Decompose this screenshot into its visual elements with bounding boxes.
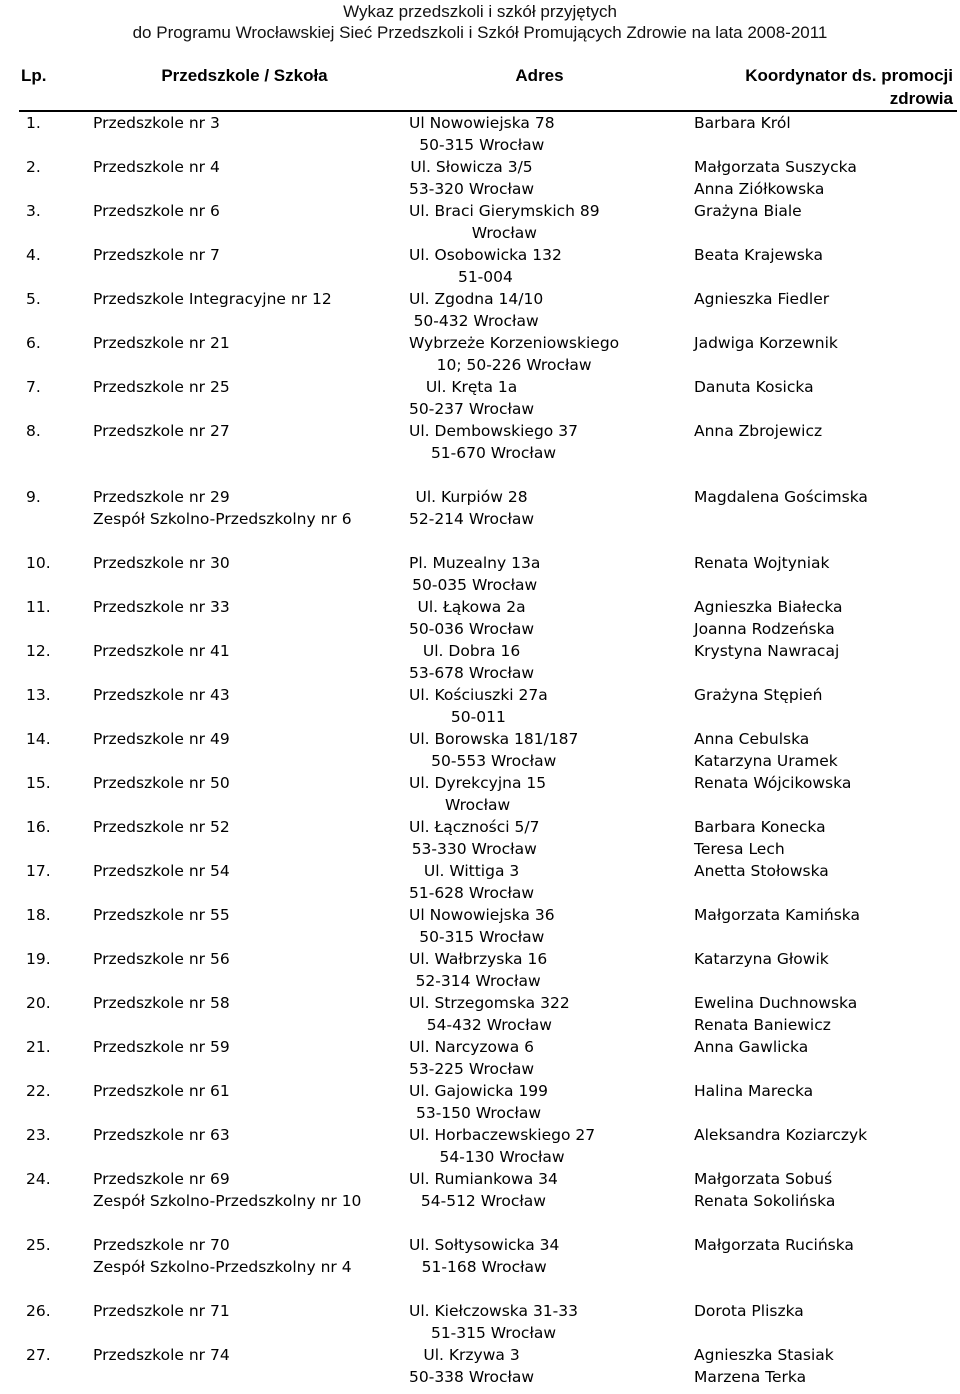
coordinator-cell [683, 992, 957, 1036]
table-row [19, 904, 957, 948]
table-row [19, 860, 957, 904]
coordinator-cell [683, 486, 957, 552]
address-street: Ul. Łączności 5/7 [409, 818, 540, 836]
coordinator-name: Dorota Pliszka [694, 1302, 804, 1320]
address-city: 50-237 Wrocław [409, 400, 535, 418]
coordinator-cell [683, 1080, 957, 1124]
document-title-line-2: do Programu Wrocławskiej Sieć Przedszkoli i Szkół Promujących Zdrowie na lata 2008-2011 [132, 23, 828, 42]
school-name-cell [93, 1080, 396, 1124]
school-name-cell [93, 156, 396, 200]
table-row [19, 420, 957, 464]
coordinator-name: Grażyna Biale [694, 202, 802, 220]
table-row [19, 486, 957, 552]
row-number: 9. [26, 488, 41, 506]
address-cell [396, 684, 683, 728]
address-street: Ul. Osobowicka 132 [409, 246, 562, 264]
address-street: Ul. Krzywa 3 [423, 1346, 520, 1364]
row-number: 19. [26, 950, 51, 968]
row-number: 16. [26, 818, 51, 836]
coordinator-cell [683, 640, 957, 684]
address-cell [396, 728, 683, 772]
address-city: 53-678 Wrocław [409, 664, 535, 682]
address-street: Ul. Dobra 16 [422, 642, 521, 660]
table-body [19, 111, 957, 1388]
coordinator-cell [683, 772, 957, 816]
address-cell [396, 772, 683, 816]
coordinator-cell [683, 1234, 957, 1300]
school-name-cell [93, 860, 396, 904]
coordinator-name: Anna Zbrojewicz [694, 422, 823, 440]
row-number: 10. [26, 554, 51, 572]
column-header-coordinator-line-1: Koordynator ds. promocji [745, 66, 953, 85]
school-name-cell [93, 904, 396, 948]
address-street: Ul. Słowicza 3/5 [410, 158, 533, 176]
address-city: 53-320 Wrocław [409, 180, 535, 198]
school-name: Przedszkole nr 70 [93, 1236, 230, 1254]
row-number: 12. [26, 642, 51, 660]
address-cell [396, 1080, 683, 1124]
school-name-cell [93, 1234, 396, 1300]
address-street: Ul Nowowiejska 78 [409, 114, 555, 132]
school-name-cell [93, 992, 396, 1036]
address-city: 53-225 Wrocław [409, 1060, 535, 1078]
school-name: Przedszkole nr 74 [93, 1346, 230, 1364]
coordinator-cell [683, 904, 957, 948]
address-street: Ul. Zgodna 14/10 [409, 290, 544, 308]
coordinator-name-second: Marzena Terka [694, 1368, 807, 1386]
address-city: 50-035 Wrocław [412, 576, 538, 594]
school-name: Przedszkole nr 61 [93, 1082, 230, 1100]
address-city: 50-011 [450, 708, 506, 726]
table-row [19, 156, 957, 200]
table-header-row [19, 64, 957, 111]
address-city: 10; 50-226 Wrocław [436, 356, 592, 374]
coordinator-name: Barbara Król [694, 114, 791, 132]
coordinator-name: Jadwiga Korzewnik [694, 334, 838, 352]
coordinator-cell [683, 376, 957, 420]
coordinator-name-second: Renata Sokolińska [694, 1192, 836, 1210]
school-name-cell [93, 816, 396, 860]
address-street: Ul. Kręta 1a [425, 378, 518, 396]
school-name: Przedszkole nr 54 [93, 862, 230, 880]
coordinator-name: Grażyna Stępień [694, 686, 823, 704]
table-row [19, 1080, 957, 1124]
address-city: 52-214 Wrocław [409, 510, 535, 528]
address-city: 51-628 Wrocław [409, 884, 535, 902]
school-name-cell [93, 1300, 396, 1344]
school-name-cell [93, 1124, 396, 1168]
coordinator-name: Ewelina Duchnowska [694, 994, 858, 1012]
table-row [19, 244, 957, 288]
row-number: 8. [26, 422, 41, 440]
coordinator-cell [683, 244, 957, 288]
address-street: Ul. Dyrekcyjna 15 [409, 774, 547, 792]
coordinator-name-second: Anna Ziółkowska [694, 180, 825, 198]
address-street: Ul. Sołtysowicka 34 [409, 1236, 560, 1254]
address-street: Ul. Wittiga 3 [423, 862, 520, 880]
address-cell [396, 1124, 683, 1168]
school-name-cell [93, 420, 396, 464]
schools-table [19, 64, 957, 1388]
address-cell [396, 156, 683, 200]
coordinator-name: Małgorzata Kamińska [694, 906, 861, 924]
school-name: Przedszkole nr 63 [93, 1126, 230, 1144]
address-cell [396, 376, 683, 420]
school-name-cell [93, 772, 396, 816]
coordinator-cell [683, 728, 957, 772]
school-name-cell [93, 486, 396, 552]
school-name: Przedszkole nr 43 [93, 686, 230, 704]
row-number: 22. [26, 1082, 51, 1100]
address-city: Wrocław [444, 796, 511, 814]
coordinator-cell [683, 1168, 957, 1234]
coordinator-name: Małgorzata Suszycka [694, 158, 857, 176]
table-row [19, 816, 957, 860]
school-name-cell [93, 728, 396, 772]
school-name: Przedszkole nr 30 [93, 554, 230, 572]
school-name: Przedszkole nr 7 [93, 246, 220, 264]
row-number: 5. [26, 290, 41, 308]
address-city: 50-338 Wrocław [409, 1368, 535, 1386]
table-row [19, 200, 957, 244]
address-street: Ul. Gajowicka 199 [409, 1082, 549, 1100]
coordinator-name-second: Renata Baniewicz [694, 1016, 831, 1034]
coordinator-name: Anna Cebulska [694, 730, 810, 748]
column-header-address: Adres [396, 64, 683, 111]
address-city: 54-432 Wrocław [426, 1016, 552, 1034]
table-row [19, 728, 957, 772]
address-street: Ul. Braci Gierymskich 89 [409, 202, 600, 220]
column-header-coordinator-line-2: zdrowia [889, 89, 953, 108]
address-cell [396, 552, 683, 596]
coordinator-name: Halina Marecka [694, 1082, 814, 1100]
table-row [19, 640, 957, 684]
column-header-lp: Lp. [19, 64, 93, 111]
address-city: 54-512 Wrocław [420, 1192, 546, 1210]
column-header-coordinator [683, 64, 957, 111]
row-number: 13. [26, 686, 51, 704]
address-city: 50-315 Wrocław [419, 136, 545, 154]
address-cell [396, 1234, 683, 1300]
row-number: 20. [26, 994, 51, 1012]
table-row [19, 684, 957, 728]
row-number: 6. [26, 334, 41, 352]
coordinator-name: Renata Wojtyniak [694, 554, 830, 572]
school-name: Przedszkole nr 21 [93, 334, 230, 352]
coordinator-name: Agnieszka Białecka [694, 598, 843, 616]
table-row [19, 332, 957, 376]
coordinator-cell [683, 684, 957, 728]
address-cell [396, 948, 683, 992]
school-name: Przedszkole nr 3 [93, 114, 220, 132]
address-city: 53-330 Wrocław [411, 840, 537, 858]
row-number: 1. [26, 114, 41, 132]
address-street: Ul Nowowiejska 36 [409, 906, 555, 924]
coordinator-name-second: Katarzyna Uramek [694, 752, 838, 770]
coordinator-name: Aleksandra Koziarczyk [694, 1126, 868, 1144]
table-row [19, 1344, 957, 1388]
coordinator-name: Beata Krajewska [694, 246, 824, 264]
coordinator-cell [683, 1344, 957, 1388]
coordinator-cell [683, 420, 957, 464]
address-cell [396, 1036, 683, 1080]
table-row [19, 1036, 957, 1080]
address-city: 50-315 Wrocław [419, 928, 545, 946]
coordinator-cell [683, 816, 957, 860]
address-street: Ul. Kiełczowska 31-33 [409, 1302, 578, 1320]
row-number: 27. [26, 1346, 51, 1364]
row-number: 7. [26, 378, 41, 396]
school-name-cell [93, 596, 396, 640]
school-name-cell [93, 1168, 396, 1234]
address-city: Wrocław [471, 224, 537, 242]
address-cell [396, 420, 683, 464]
school-name: Przedszkole nr 69 [93, 1170, 230, 1188]
coordinator-name: Magdalena Gościmska [694, 488, 868, 506]
address-cell [396, 596, 683, 640]
table-row [19, 1300, 957, 1344]
table-row [19, 376, 957, 420]
coordinator-cell [683, 948, 957, 992]
address-street: Ul. Dembowskiego 37 [409, 422, 578, 440]
address-city: 50-036 Wrocław [409, 620, 535, 638]
address-city: 54-130 Wrocław [439, 1148, 565, 1166]
address-cell [396, 640, 683, 684]
coordinator-name: Katarzyna Głowik [694, 950, 829, 968]
table-row [19, 552, 957, 596]
table-row [19, 1124, 957, 1168]
table-row [19, 111, 957, 156]
address-street: Ul. Borowska 181/187 [409, 730, 579, 748]
school-name-cell [93, 1036, 396, 1080]
address-city: 51-004 [457, 268, 513, 286]
school-name-cell [93, 111, 396, 156]
address-cell [396, 486, 683, 552]
school-name-cell [93, 948, 396, 992]
coordinator-name-second: Teresa Lech [694, 840, 785, 858]
coordinator-name: Agnieszka Stasiak [694, 1346, 834, 1364]
address-street: Ul. Strzegomska 322 [409, 994, 570, 1012]
coordinator-cell [683, 552, 957, 596]
address-cell [396, 816, 683, 860]
school-name-cell [93, 376, 396, 420]
coordinator-name: Anetta Stołowska [694, 862, 829, 880]
coordinator-cell [683, 156, 957, 200]
table-row [19, 992, 957, 1036]
row-number: 4. [26, 246, 41, 264]
school-name: Przedszkole nr 71 [93, 1302, 230, 1320]
school-name-cell [93, 640, 396, 684]
school-name: Przedszkole nr 6 [93, 202, 220, 220]
column-header-school: Przedszkole / Szkoła [93, 64, 396, 111]
row-number: 11. [26, 598, 51, 616]
row-number: 21. [26, 1038, 51, 1056]
address-street: Ul. Łąkowa 2a [417, 598, 526, 616]
coordinator-name: Renata Wójcikowska [694, 774, 852, 792]
address-street: Ul. Kurpiów 28 [415, 488, 528, 506]
address-street: Ul. Wałbrzyska 16 [409, 950, 548, 968]
row-number: 2. [26, 158, 41, 176]
school-name: Przedszkole nr 49 [93, 730, 230, 748]
school-name-cell [93, 332, 396, 376]
coordinator-cell [683, 1124, 957, 1168]
address-street: Wybrzeże Korzeniowskiego [409, 334, 620, 352]
school-name: Przedszkole nr 55 [93, 906, 230, 924]
coordinator-name: Danuta Kosicka [694, 378, 814, 396]
school-name: Przedszkole nr 27 [93, 422, 230, 440]
table-row [19, 1168, 957, 1234]
table-row [19, 596, 957, 640]
coordinator-cell [683, 1300, 957, 1344]
school-name-cell [93, 200, 396, 244]
row-number: 18. [26, 906, 51, 924]
school-name-cell [93, 288, 396, 332]
coordinator-name-second: Joanna Rodzeńska [694, 620, 835, 638]
row-number: 15. [26, 774, 51, 792]
address-city: 52-314 Wrocław [415, 972, 541, 990]
row-number: 17. [26, 862, 51, 880]
row-number: 14. [26, 730, 51, 748]
row-number: 25. [26, 1236, 51, 1254]
spacer-row [19, 464, 957, 486]
school-name: Przedszkole nr 4 [93, 158, 220, 176]
address-street: Ul. Rumiankowa 34 [409, 1170, 558, 1188]
coordinator-name: Agnieszka Fiedler [694, 290, 830, 308]
table-row [19, 288, 957, 332]
school-complex-name: Zespół Szkolno-Przedszkolny nr 10 [93, 1192, 362, 1210]
address-cell [396, 1168, 683, 1234]
coordinator-name: Barbara Konecka [694, 818, 826, 836]
row-number: 24. [26, 1170, 51, 1188]
address-cell [396, 244, 683, 288]
school-complex-name: Zespół Szkolno-Przedszkolny nr 4 [93, 1258, 352, 1276]
address-city: 51-315 Wrocław [430, 1324, 557, 1342]
coordinator-cell [683, 1036, 957, 1080]
address-city: 51-168 Wrocław [421, 1258, 547, 1276]
address-cell [396, 1300, 683, 1344]
coordinator-cell [683, 200, 957, 244]
address-cell [396, 332, 683, 376]
school-name: Przedszkole nr 58 [93, 994, 230, 1012]
school-name: Przedszkole nr 56 [93, 950, 230, 968]
school-name: Przedszkole nr 50 [93, 774, 230, 792]
coordinator-cell [683, 596, 957, 640]
address-street: Ul. Narcyzowa 6 [409, 1038, 534, 1056]
school-complex-name: Zespół Szkolno-Przedszkolny nr 6 [93, 510, 352, 528]
address-cell [396, 992, 683, 1036]
coordinator-name: Małgorzata Sobuś [694, 1170, 833, 1188]
address-street: Pl. Muzealny 13a [409, 554, 541, 572]
document-title-line-1: Wykaz przedszkoli i szkół przyjętych [343, 2, 617, 21]
table-row [19, 948, 957, 992]
address-cell [396, 288, 683, 332]
school-name: Przedszkole nr 52 [93, 818, 230, 836]
address-cell [396, 904, 683, 948]
school-name-cell [93, 684, 396, 728]
school-name: Przedszkole nr 29 [93, 488, 230, 506]
row-number: 23. [26, 1126, 51, 1144]
address-city: 51-670 Wrocław [430, 444, 557, 462]
school-name: Przedszkole nr 59 [93, 1038, 230, 1056]
coordinator-cell [683, 288, 957, 332]
coordinator-name: Krystyna Nawracaj [694, 642, 840, 660]
table-row [19, 772, 957, 816]
coordinator-name: Małgorzata Rucińska [694, 1236, 854, 1254]
address-cell [396, 200, 683, 244]
school-name-cell [93, 552, 396, 596]
address-cell [396, 1344, 683, 1388]
address-city: 53-150 Wrocław [415, 1104, 542, 1122]
address-street: Ul. Horbaczewskiego 27 [409, 1126, 596, 1144]
row-number: 3. [26, 202, 41, 220]
address-cell [396, 860, 683, 904]
address-cell [396, 111, 683, 156]
coordinator-cell [683, 332, 957, 376]
coordinator-cell [683, 111, 957, 156]
row-number: 26. [26, 1302, 51, 1320]
school-name: Przedszkole Integracyjne nr 12 [93, 290, 332, 308]
school-name-cell [93, 1344, 396, 1388]
table-row [19, 1234, 957, 1300]
school-name-cell [93, 244, 396, 288]
school-name: Przedszkole nr 33 [93, 598, 230, 616]
coordinator-name: Anna Gawlicka [694, 1038, 809, 1056]
address-street: Ul. Kościuszki 27a [409, 686, 548, 704]
address-city: 50-432 Wrocław [413, 312, 539, 330]
coordinator-cell [683, 860, 957, 904]
school-name: Przedszkole nr 25 [93, 378, 230, 396]
school-name: Przedszkole nr 41 [93, 642, 230, 660]
address-city: 50-553 Wrocław [431, 752, 557, 770]
